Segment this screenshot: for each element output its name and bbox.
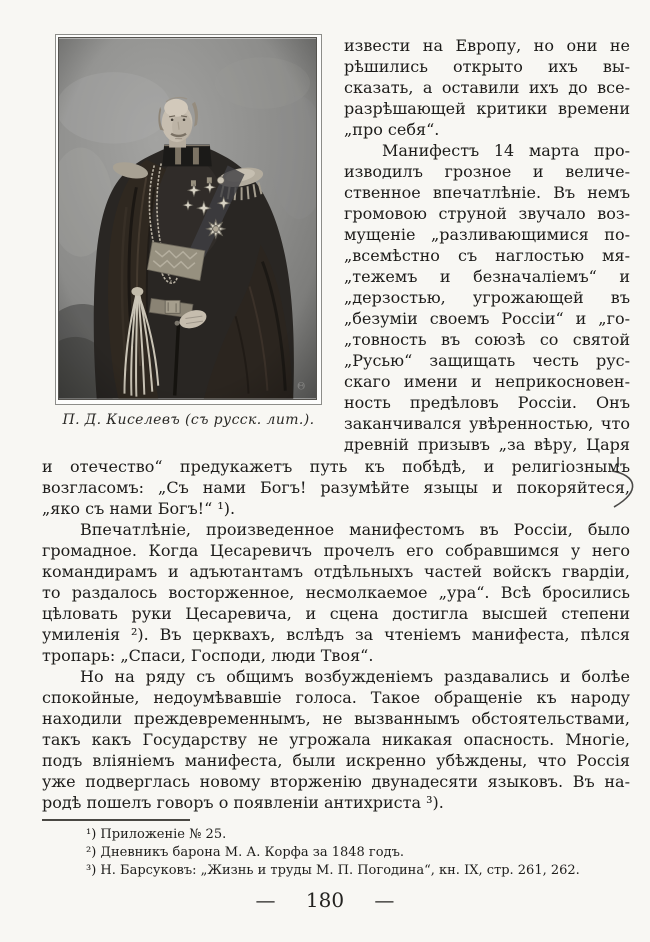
text-line: умиленія ²). Въ церквахъ, вслѣдъ за чтеніемъ манифеста, пѣлся [42, 625, 630, 644]
text-line: древній призывъ „за вѣру, Царя [344, 435, 630, 454]
text-line: „про себя“. [344, 120, 440, 139]
text-line: находили преждевременнымъ, не вызваннымъ обстоятельствами, [42, 709, 630, 728]
text-line: Впечатлѣніе, произведенное манифестомъ въ Россіи, было [80, 520, 630, 539]
footnote-separator [42, 819, 190, 821]
text-line: „тежемъ и безначаліемъ“ и [344, 267, 630, 286]
text-line: тропарь: „Спаси, Господи, люди Твоя“. [42, 646, 374, 665]
text-line: подъ вліяніемъ манифеста, были искренно убѣждены, что Россія [42, 751, 630, 770]
text-line: громадное. Когда Цесаревичъ прочелъ его собравшимся у него [42, 541, 630, 560]
text-line: изводилъ грозное и величе- [344, 162, 630, 181]
text-line: „всемѣстно съ наглостью мя- [344, 246, 630, 265]
portrait-image [58, 37, 317, 400]
text-line: заканчивался увѣренностью, что [344, 414, 630, 433]
text-line: „Русью“ защищать честь рус- [344, 351, 630, 370]
text-line: скаго имени и неприкосновен- [344, 372, 630, 391]
text-line: такъ какъ Государству не угрожала никакая опасность. Многіе, [42, 730, 630, 749]
text-line: громовою струной звучало воз- [344, 204, 630, 223]
text-line: и отечество“ предукажетъ путь къ побѣдѣ, и религіознымъ [42, 457, 630, 476]
footnotes [42, 826, 630, 880]
text-line: извести на Европу, но они не [344, 36, 630, 55]
text-line: ственное впечатлѣніе. Въ немъ [344, 183, 630, 202]
text-line: ¹) Приложеніе № 25. [86, 827, 227, 842]
text-line: то раздалось восторженное, несмолкаемое „ура“. Всѣ бросились [42, 583, 630, 602]
text-line: „товность въ союзѣ со святой [344, 330, 630, 349]
text-line: Манифестъ 14 марта про- [382, 141, 630, 160]
portrait-caption: П. Д. Киселевъ (съ русск. лит.). [62, 412, 315, 428]
portrait-frame [55, 34, 322, 405]
text-line: ²) Дневникъ барона М. А. Корфа за 1848 годъ. [86, 845, 404, 860]
text-line: „дерзостью, угрожающей въ [344, 288, 630, 307]
right-column-text [344, 35, 630, 455]
text-line: возгласомъ: „Съ нами Богъ! разумѣйте языцы и покоряйтеся, [42, 478, 630, 497]
text-line: уже подверглась новому вторженію двунадесяти языковъ. Въ на- [42, 772, 630, 791]
handwritten-annotation [598, 455, 646, 513]
text-line: родѣ пошелъ говоръ о появленіи антихриста ³). [42, 793, 444, 812]
text-line: разрѣшающей критики времени [344, 99, 630, 118]
text-line: командирамъ и адъютантамъ отдѣльныхъ частей войскъ гвардіи, [42, 562, 630, 581]
text-line: „безуміи своемъ Россіи“ и „го- [344, 309, 630, 328]
text-line: сказать, а оставили ихъ до все- [344, 78, 630, 97]
text-line: ность предѣловъ Россіи. Онъ [344, 393, 630, 412]
text-line: Но на ряду съ общимъ возбужденіемъ раздавались и болѣе [80, 667, 630, 686]
body-text [42, 456, 630, 813]
text-line: мущеніе „разливающимися по- [344, 225, 630, 244]
text-line: рѣшились открыто ихъ вы- [344, 57, 630, 76]
text-line: спокойные, недоумѣвавшіе голоса. Такое обращеніе къ народу [42, 688, 630, 707]
text-line: цѣловать руки Цесаревича, и сцена достигла высшей степени [42, 604, 630, 623]
page-number: — 180 — [255, 888, 395, 912]
text-line: „яко съ нами Богъ!“ ¹). [42, 499, 236, 518]
text-line: ³) Н. Барсуковъ: „Жизнь и труды М. П. Погодина“, кн. IX, стр. 261, 262. [86, 863, 580, 878]
